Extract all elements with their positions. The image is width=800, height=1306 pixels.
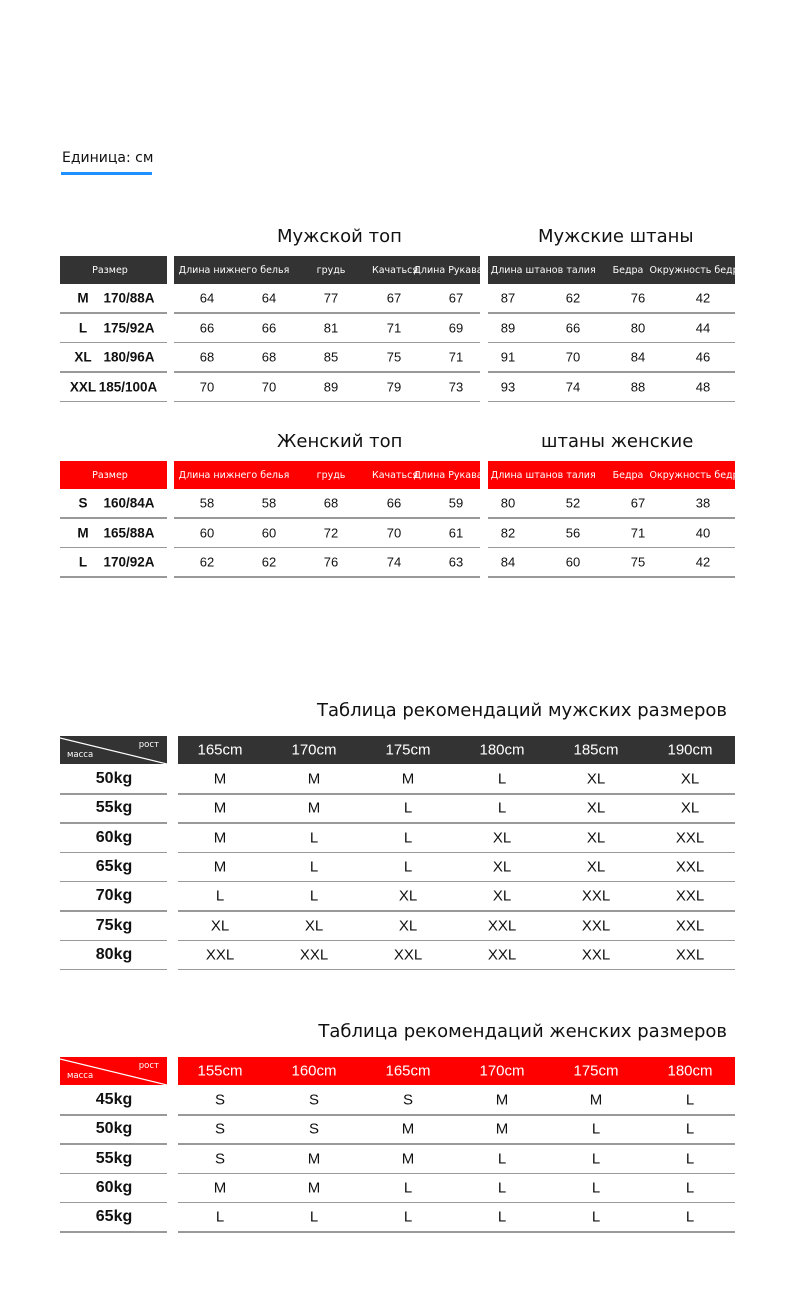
size-header-label: Размер	[92, 264, 128, 276]
men-top-header	[174, 256, 483, 284]
row-divider	[178, 1173, 735, 1175]
column-header: Качаться	[371, 264, 419, 276]
top-value: 60	[199, 525, 215, 540]
recommended-size: XXL	[675, 917, 705, 934]
recommended-size: XXL	[581, 887, 611, 905]
recommended-size: M	[401, 770, 415, 788]
recommended-size: L	[497, 770, 507, 788]
height-header: 160cm	[291, 1062, 337, 1080]
recommended-size: L	[685, 1179, 695, 1197]
recommended-size: L	[591, 1120, 601, 1138]
row-divider	[60, 1202, 167, 1204]
weight-label: 50kg	[95, 1120, 133, 1138]
recommended-size: M	[307, 799, 321, 817]
pants-value: 87	[500, 290, 516, 306]
recommended-size: S	[214, 1091, 226, 1109]
women-pants-title: штаны женские	[541, 431, 694, 452]
recommended-size: XL	[586, 770, 606, 788]
size-spec: 165/88A	[103, 525, 155, 540]
height-header: 175cm	[385, 741, 431, 759]
size-label: L	[78, 320, 88, 335]
row-divider	[488, 401, 735, 403]
row-divider	[60, 852, 167, 854]
row-divider	[60, 1114, 167, 1116]
row-divider	[174, 371, 480, 373]
recommended-size: L	[685, 1120, 695, 1138]
recommended-size: M	[213, 799, 227, 817]
recommended-size: M	[401, 1120, 415, 1138]
men-top-title: Мужской топ	[277, 226, 402, 247]
row-divider	[178, 1202, 735, 1204]
row-divider	[174, 312, 480, 314]
weight-label: 70kg	[95, 887, 133, 905]
column-header: Длина штанов	[490, 469, 564, 481]
corner-weight-label: масса	[67, 1071, 94, 1081]
size-label: XXL	[69, 379, 97, 394]
weight-label: 75kg	[95, 916, 133, 934]
recommended-size: XL	[304, 917, 324, 934]
row-divider	[174, 547, 480, 549]
column-header: Окружность бедра	[649, 469, 745, 481]
height-header: 155cm	[197, 1062, 243, 1080]
weight-label: 55kg	[95, 1149, 133, 1167]
pants-value: 40	[695, 525, 711, 540]
top-value: 64	[199, 290, 215, 306]
column-header: Окружность бедра	[649, 264, 745, 276]
recommended-size: L	[497, 1179, 507, 1197]
height-header: 190cm	[667, 741, 713, 759]
top-value: 73	[448, 379, 464, 394]
recommended-size: L	[403, 1179, 413, 1197]
row-divider	[60, 1173, 167, 1175]
row-divider	[60, 910, 167, 912]
recommended-size: L	[685, 1091, 695, 1109]
recommended-size: L	[403, 1208, 413, 1226]
weight-label: 80kg	[95, 945, 133, 963]
women_rec-header-bar	[178, 1057, 735, 1085]
row-divider	[178, 910, 735, 912]
recommended-size: XXL	[487, 946, 517, 964]
column-header: Длина нижнего белья	[178, 264, 290, 276]
size-label: M	[77, 525, 89, 540]
unit-underline	[61, 172, 152, 175]
height-header: 170cm	[291, 741, 337, 759]
pants-value: 80	[630, 320, 646, 335]
recommended-size: L	[215, 887, 225, 905]
top-value: 71	[386, 320, 402, 335]
pants-value: 82	[500, 525, 516, 540]
recommended-size: XXL	[581, 917, 611, 934]
size-spec: 185/100A	[98, 379, 158, 394]
pants-value: 66	[565, 320, 581, 335]
recommended-size: M	[307, 770, 321, 788]
top-value: 58	[261, 495, 277, 511]
weight-label: 65kg	[95, 857, 133, 875]
pants-value: 44	[695, 320, 711, 335]
pants-value: 84	[630, 349, 646, 365]
height-header: 165cm	[197, 741, 243, 759]
row-divider	[488, 312, 735, 314]
women-pants-header	[488, 461, 745, 489]
pants-value: 84	[500, 554, 516, 570]
recommended-size: L	[685, 1150, 695, 1168]
size-label: M	[77, 290, 89, 306]
recommended-size: XL	[492, 858, 512, 876]
pants-value: 38	[695, 495, 711, 511]
top-value: 72	[323, 525, 339, 540]
height-header: 185cm	[573, 741, 619, 759]
row-divider	[60, 1231, 167, 1233]
recommended-size: XXL	[393, 946, 423, 964]
men-pants-title: Мужские штаны	[538, 226, 694, 247]
size-spec: 170/88A	[103, 290, 155, 306]
recommended-size: L	[309, 1208, 319, 1226]
women-size-header	[60, 461, 167, 489]
top-value: 64	[261, 290, 277, 306]
pants-value: 46	[695, 349, 711, 365]
top-value: 81	[323, 320, 339, 335]
recommended-size: XL	[210, 917, 230, 934]
pants-value: 52	[565, 495, 581, 511]
row-divider	[178, 793, 735, 795]
row-divider	[178, 1143, 735, 1145]
top-value: 75	[386, 349, 402, 365]
row-divider	[488, 517, 735, 519]
top-value: 76	[323, 554, 339, 570]
pants-value: 91	[500, 349, 516, 365]
column-header: грудь	[316, 469, 346, 481]
weight-label: 55kg	[95, 799, 133, 817]
recommended-size: L	[309, 887, 319, 905]
top-value: 89	[323, 379, 339, 394]
pants-value: 76	[630, 290, 646, 306]
top-value: 79	[386, 379, 402, 394]
row-divider	[60, 312, 167, 314]
recommended-size: XL	[680, 799, 700, 817]
recommended-size: L	[591, 1150, 601, 1168]
weight-label: 60kg	[95, 828, 133, 846]
pants-value: 80	[500, 495, 516, 511]
row-divider	[178, 822, 735, 824]
recommended-size: S	[402, 1091, 414, 1109]
recommended-size: M	[213, 858, 227, 876]
row-divider	[60, 793, 167, 795]
recommended-size: L	[403, 799, 413, 817]
pants-value: 42	[695, 290, 711, 306]
top-value: 67	[386, 290, 402, 306]
weight-label: 65kg	[95, 1208, 133, 1226]
pants-value: 75	[630, 554, 646, 570]
height-header: 165cm	[385, 1062, 431, 1080]
recommended-size: S	[308, 1120, 320, 1138]
recommended-size: S	[214, 1120, 226, 1138]
height-header: 175cm	[573, 1062, 619, 1080]
row-divider	[60, 342, 167, 344]
row-divider	[60, 547, 167, 549]
recommended-size: XL	[586, 799, 606, 817]
row-divider	[60, 881, 167, 883]
height-header: 180cm	[479, 741, 525, 759]
weight-label: 45kg	[95, 1091, 133, 1108]
recommended-size: XL	[398, 917, 418, 934]
corner-height-label: рост	[138, 1061, 159, 1071]
pants-value: 70	[565, 349, 581, 365]
men_rec-corner	[60, 736, 167, 764]
row-divider	[60, 401, 167, 403]
men_rec-title: Таблица рекомендаций мужских размеров	[316, 700, 727, 721]
recommended-size: L	[591, 1208, 601, 1226]
recommended-size: L	[309, 858, 319, 876]
row-divider	[174, 576, 480, 578]
row-divider	[60, 1143, 167, 1145]
weight-label: 60kg	[95, 1178, 133, 1196]
pants-value: 89	[500, 320, 516, 335]
recommended-size: L	[309, 829, 319, 847]
top-value: 71	[448, 349, 464, 365]
top-value: 68	[323, 495, 339, 511]
row-divider	[174, 401, 480, 403]
column-header: Длина Рукава	[413, 264, 483, 276]
top-value: 85	[323, 349, 339, 365]
recommended-size: XXL	[205, 946, 235, 964]
row-divider	[178, 852, 735, 854]
row-divider	[178, 1114, 735, 1116]
women-top-header	[174, 461, 483, 489]
recommended-size: XL	[492, 887, 512, 905]
top-value: 62	[261, 554, 277, 570]
top-value: 70	[386, 525, 402, 540]
height-header: 170cm	[479, 1062, 525, 1080]
pants-value: 42	[695, 554, 711, 570]
unit-label: Единица: см	[62, 150, 154, 166]
men-size-header	[60, 256, 167, 284]
row-divider	[60, 940, 167, 942]
row-divider	[488, 371, 735, 373]
top-value: 70	[261, 379, 277, 394]
size-label: L	[78, 554, 88, 570]
size-label: S	[78, 495, 88, 511]
column-header: талия	[566, 469, 596, 481]
pants-value: 93	[500, 379, 516, 394]
column-header: Бедра	[612, 264, 644, 276]
recommended-size: XL	[586, 858, 606, 876]
size-header-label: Размер	[92, 469, 128, 481]
top-value: 74	[386, 554, 402, 570]
recommended-size: L	[591, 1179, 601, 1197]
recommended-size: XXL	[581, 946, 611, 964]
pants-value: 88	[630, 379, 646, 394]
column-header: Бедра	[612, 469, 644, 481]
row-divider	[174, 342, 480, 344]
pants-value: 71	[630, 525, 646, 540]
size-spec: 180/96A	[103, 349, 155, 365]
top-value: 66	[199, 320, 215, 335]
recommended-size: L	[497, 1150, 507, 1168]
weight-label: 50kg	[95, 770, 133, 787]
top-value: 62	[199, 554, 215, 570]
recommended-size: S	[308, 1091, 320, 1109]
top-value: 69	[448, 320, 464, 335]
column-header: Длина нижнего белья	[178, 469, 290, 481]
recommended-size: M	[495, 1120, 509, 1138]
women_rec-title: Таблица рекомендаций женских размеров	[318, 1021, 727, 1042]
recommended-size: XXL	[675, 829, 705, 847]
row-divider	[178, 969, 735, 971]
height-header: 180cm	[667, 1062, 713, 1080]
recommended-size: L	[403, 829, 413, 847]
top-value: 66	[386, 495, 402, 511]
top-value: 63	[448, 554, 464, 570]
row-divider	[60, 517, 167, 519]
column-header: Качаться	[371, 469, 419, 481]
corner-weight-label: масса	[67, 750, 94, 760]
column-header: грудь	[316, 264, 346, 276]
row-divider	[174, 517, 480, 519]
row-divider	[60, 969, 167, 971]
column-header: Длина штанов	[490, 264, 564, 276]
row-divider	[60, 371, 167, 373]
recommended-size: M	[213, 770, 227, 788]
recommended-size: M	[307, 1179, 321, 1197]
top-value: 60	[261, 525, 277, 540]
recommended-size: S	[214, 1150, 226, 1168]
size-spec: 175/92A	[103, 320, 155, 335]
top-value: 67	[448, 290, 464, 306]
women-top-title: Женский топ	[277, 431, 403, 452]
top-value: 68	[261, 349, 277, 365]
recommended-size: XL	[680, 770, 700, 788]
pants-value: 67	[630, 495, 646, 511]
recommended-size: XXL	[299, 946, 329, 964]
recommended-size: M	[495, 1091, 509, 1109]
size-spec: 170/92A	[103, 554, 155, 570]
recommended-size: L	[497, 799, 507, 817]
recommended-size: L	[497, 1208, 507, 1226]
row-divider	[178, 1231, 735, 1233]
top-value: 66	[261, 320, 277, 335]
corner-height-label: рост	[138, 740, 159, 750]
recommended-size: M	[401, 1150, 415, 1168]
recommended-size: L	[403, 858, 413, 876]
recommended-size: M	[213, 829, 227, 847]
top-value: 61	[448, 525, 464, 540]
recommended-size: XXL	[487, 917, 517, 934]
recommended-size: L	[685, 1208, 695, 1226]
top-value: 68	[199, 349, 215, 365]
size-label: XL	[74, 349, 92, 365]
pants-value: 60	[565, 554, 581, 570]
pants-value: 74	[565, 379, 581, 394]
column-header: Длина Рукава	[413, 469, 483, 481]
size-spec: 160/84A	[103, 495, 155, 511]
men-pants-header	[488, 256, 745, 284]
recommended-size: XL	[586, 829, 606, 847]
recommended-size: XL	[398, 887, 418, 905]
row-divider	[488, 576, 735, 578]
recommended-size: M	[589, 1091, 603, 1109]
row-divider	[60, 576, 167, 578]
pants-value: 56	[565, 525, 581, 540]
row-divider	[178, 881, 735, 883]
top-value: 59	[448, 495, 464, 511]
top-value: 77	[323, 290, 339, 306]
row-divider	[178, 940, 735, 942]
pants-value: 62	[565, 290, 581, 306]
row-divider	[488, 547, 735, 549]
top-value: 70	[199, 379, 215, 394]
pants-value: 48	[695, 379, 711, 394]
recommended-size: L	[215, 1208, 225, 1226]
men_rec-header-bar	[178, 736, 735, 764]
recommended-size: M	[307, 1150, 321, 1168]
recommended-size: XXL	[675, 858, 705, 876]
top-value: 58	[199, 495, 215, 511]
row-divider	[60, 822, 167, 824]
recommended-size: XL	[492, 829, 512, 847]
women_rec-corner	[60, 1057, 167, 1085]
recommended-size: XXL	[675, 946, 705, 964]
recommended-size: XXL	[675, 887, 705, 905]
row-divider	[488, 342, 735, 344]
recommended-size: M	[213, 1179, 227, 1197]
column-header: талия	[566, 264, 596, 276]
